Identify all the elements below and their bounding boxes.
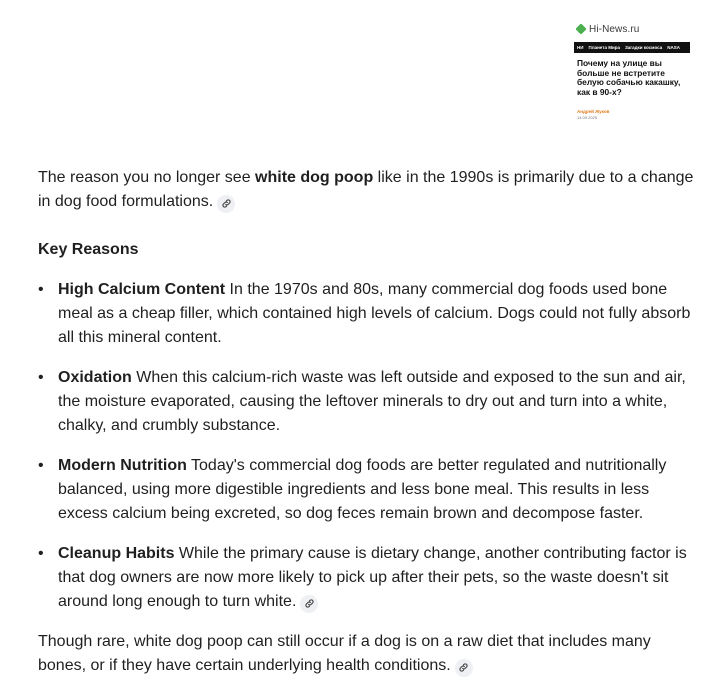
source-thumbnail[interactable] <box>572 18 692 122</box>
thumbnail-brand <box>576 22 639 36</box>
thumbnail-brand-name: Hi-News.ru <box>589 23 640 35</box>
source-link-chip[interactable] <box>455 659 473 677</box>
reason-text: In the 1970s and 80s, many commercial dog foods used bone meal as a cheap filler, which contained high levels of calcium. Dogs could not fully absorb all this mineral content. <box>58 281 691 346</box>
link-icon <box>221 198 232 209</box>
reason-text: Today's commercial dog foods are better regulated and nutritionally balanced, using more digestible ingredients and less bone meal. This results in less excess calcium being excreted, so dog feces remain brown and decompose faster. <box>58 457 667 522</box>
list-item <box>38 454 694 526</box>
source-link-chip[interactable] <box>300 595 318 613</box>
thumbnail-nav-bar <box>574 42 690 53</box>
reason-text: While the primary cause is dietary change, another contributing factor is that dog owners are now more likely to pick up after their pets, so the waste doesn't sit around long enough to turn white. <box>58 545 687 610</box>
thumbnail-nav-item: НИ <box>577 45 584 50</box>
thumbnail-nav-item: Планета Мира <box>588 45 620 50</box>
thumbnail-nav-item: Загадки космоса <box>624 45 663 50</box>
bullet: • <box>38 457 44 474</box>
reason-title: Modern Nutrition <box>58 457 187 474</box>
intro-text-end: like in the 1990s is primarily due to a change in dog food formulations. <box>38 169 694 210</box>
closing-paragraph <box>38 630 694 678</box>
reason-text: When this calcium-rich waste was left outside and exposed to the sun and air, the moisture evaporated, causing the leftover minerals to dry out and turn into a white, chalky, and crumbly substance. <box>58 369 686 434</box>
thumbnail-author: Андрей Жуков <box>577 109 610 114</box>
intro-text-start: The reason you no longer see <box>38 169 256 186</box>
list-item <box>38 366 694 438</box>
reason-title: Oxidation <box>58 369 132 386</box>
thumbnail-title: Почему на улице вы больше не встретите белую собачью какашку, как в 90-х? <box>577 58 681 97</box>
answer-body <box>38 166 694 678</box>
reasons-list <box>38 278 694 614</box>
section-heading: Key Reasons <box>38 241 139 258</box>
list-item <box>38 542 694 614</box>
bullet: • <box>38 545 44 562</box>
link-icon <box>304 598 315 609</box>
reason-title: Cleanup Habits <box>58 545 175 562</box>
thumbnail-nav-item: NASA <box>667 45 680 50</box>
closing-text: Though rare, white dog poop can still occur if a dog is on a raw diet that includes many bones, or if they have certain underlying health conditions. <box>38 633 651 674</box>
source-link-chip[interactable] <box>217 195 235 213</box>
intro-highlight: white dog poop <box>255 169 374 186</box>
bullet: • <box>38 281 44 298</box>
list-item <box>38 278 694 350</box>
hi-news-logo-icon <box>575 23 586 34</box>
link-icon <box>458 662 469 673</box>
thumbnail-date: 14.09.2025 <box>577 115 598 120</box>
reason-title: High Calcium Content <box>58 281 226 298</box>
bullet: • <box>38 369 44 386</box>
intro-paragraph <box>38 166 694 214</box>
